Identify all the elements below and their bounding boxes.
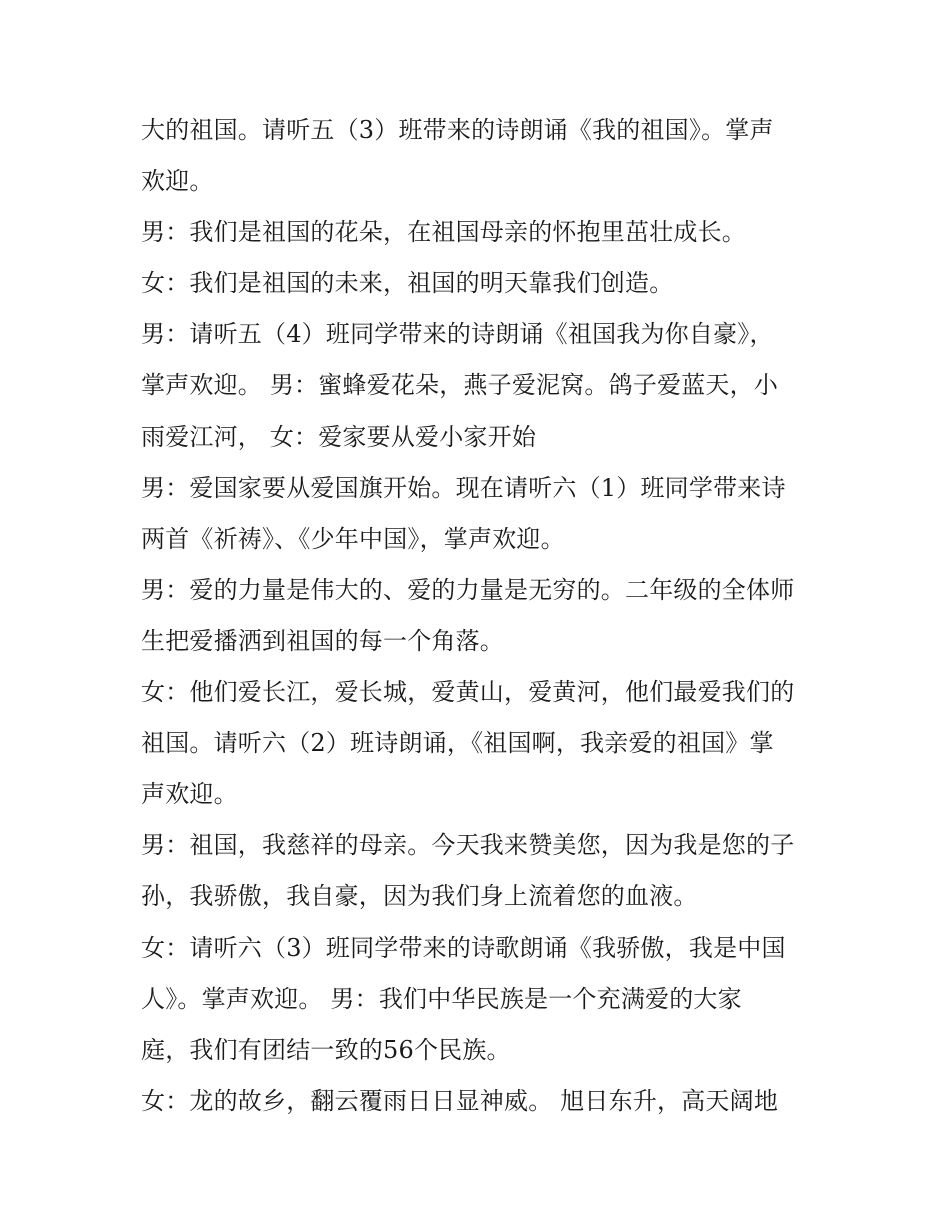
text-line-18: 人》。掌声欢迎。 男：我们中华民族是一个充满爱的大家 xyxy=(141,984,742,1013)
text-line-19: 庭，我们有团结一致的56个民族。 xyxy=(141,1035,511,1064)
text-line-11: 生把爱播洒到祖国的每一个角落。 xyxy=(141,626,504,655)
script-text-block xyxy=(141,105,821,1127)
text-line-16: 孙，我骄傲，我自豪，因为我们身上流着您的血液。 xyxy=(141,882,698,911)
text-line-12: 女：他们爱长江，爱长城，爱黄山，爱黄河，他们最爱我们的 xyxy=(141,678,795,707)
text-line-2: 欢迎。 xyxy=(141,167,214,196)
text-line-17: 女：请听六（3）班同学带来的诗歌朗诵《我骄傲，我是中国 xyxy=(141,933,786,962)
text-line-20: 女：龙的故乡，翻云覆雨日日显神威。 旭日东升，高天阔地 xyxy=(141,1086,779,1115)
text-line-9: 两首《祈祷》、《少年中国》，掌声欢迎。 xyxy=(141,524,565,553)
text-line-3: 男：我们是祖国的花朵，在祖国母亲的怀抱里茁壮成长。 xyxy=(141,218,746,247)
text-line-10: 男：爱的力量是伟大的、爱的力量是无穷的。二年级的全体师 xyxy=(141,575,795,604)
text-line-6: 掌声欢迎。 男：蜜蜂爱花朵，燕子爱泥窝。鸽子爱蓝天，小 xyxy=(141,371,779,400)
text-line-7: 雨爱江河， 女：爱家要从爱小家开始 xyxy=(141,422,537,451)
text-line-1: 大的祖国。请听五（3）班带来的诗朗诵《我的祖国》。掌声 xyxy=(141,116,774,144)
text-line-15: 男：祖国，我慈祥的母亲。今天我来赞美您，因为我是您的子 xyxy=(141,831,795,860)
text-line-13: 祖国。请听六（2）班诗朗诵，《祖国啊，我亲爱的祖国》掌 xyxy=(141,729,774,758)
text-line-8: 男：爱国家要从爱国旗开始。现在请听六（1）班同学带来诗 xyxy=(141,473,786,502)
text-line-14: 声欢迎。 xyxy=(141,780,238,809)
text-line-4: 女：我们是祖国的未来，祖国的明天靠我们创造。 xyxy=(141,269,674,298)
text-line-5: 男：请听五（4）班同学带来的诗朗诵《祖国我为你自豪》， xyxy=(141,320,774,349)
